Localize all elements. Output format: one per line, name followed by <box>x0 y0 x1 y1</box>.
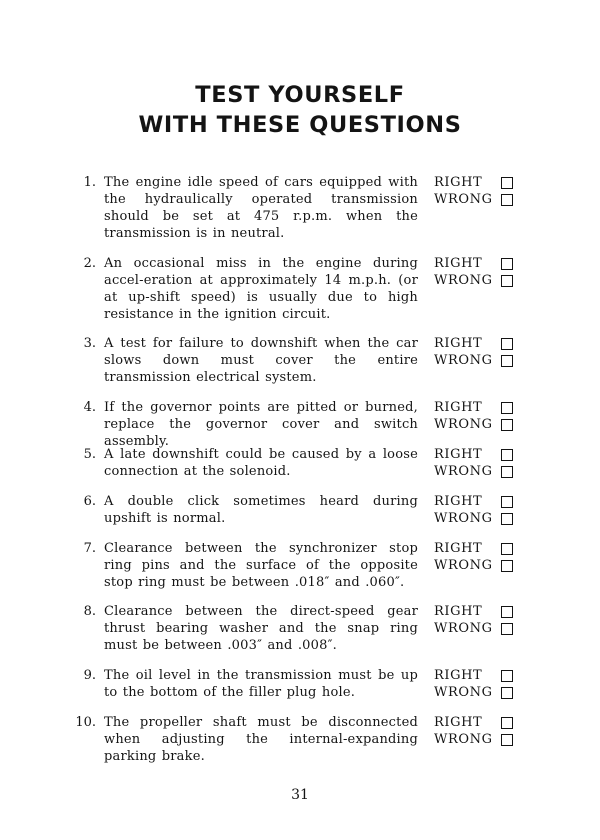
answer-options <box>434 174 534 208</box>
right-label: RIGHT <box>434 604 483 619</box>
right-checkbox[interactable] <box>501 338 513 350</box>
answer-wrong[interactable] <box>434 352 534 369</box>
wrong-label: WRONG <box>434 192 493 207</box>
answer-wrong[interactable] <box>434 510 534 527</box>
answer-options <box>434 714 534 748</box>
question-text: The propeller shaft must be disconnected when adjusting the internal-expanding parking brake. <box>104 715 418 764</box>
answer-options <box>434 667 534 701</box>
wrong-label: WRONG <box>434 685 493 700</box>
question-text: A test for failure to downshift when the car slows down must cover the entire transmission electrical system. <box>104 336 418 385</box>
wrong-label: WRONG <box>434 511 493 526</box>
question-text: A double click sometimes heard during upshift is normal. <box>104 494 418 526</box>
wrong-checkbox[interactable] <box>501 355 513 367</box>
answer-right[interactable] <box>434 493 534 510</box>
wrong-label: WRONG <box>434 353 493 368</box>
answer-wrong[interactable] <box>434 272 534 289</box>
answer-options <box>434 255 534 289</box>
answer-wrong[interactable] <box>434 463 534 480</box>
title-line-1: TEST YOURSELF <box>195 82 405 108</box>
question-number: 9. <box>83 668 96 683</box>
answer-right[interactable] <box>434 399 534 416</box>
answer-wrong[interactable] <box>434 191 534 208</box>
question-text: An occasional miss in the engine during accel-eration at approximately 14 m.p.h. (or at up-shift speed) is usually due to high resistance in the ignition circuit. <box>104 256 418 322</box>
wrong-checkbox[interactable] <box>501 419 513 431</box>
question-number: 10. <box>75 715 96 730</box>
answer-right[interactable] <box>434 714 534 731</box>
right-checkbox[interactable] <box>501 402 513 414</box>
wrong-label: WRONG <box>434 732 493 747</box>
wrong-checkbox[interactable] <box>501 623 513 635</box>
wrong-label: WRONG <box>434 464 493 479</box>
right-label: RIGHT <box>434 494 483 509</box>
answer-right[interactable] <box>434 446 534 463</box>
right-checkbox[interactable] <box>501 258 513 270</box>
question-text: The oil level in the transmission must be up to the bottom of the filler plug hole. <box>104 668 418 700</box>
answer-wrong[interactable] <box>434 416 534 433</box>
answer-options <box>434 446 534 480</box>
right-checkbox[interactable] <box>501 449 513 461</box>
question-text: A late downshift could be caused by a loose connection at the solenoid. <box>104 447 418 479</box>
title-line-2: WITH THESE QUESTIONS <box>138 112 462 138</box>
question-text: Clearance between the direct-speed gear thrust bearing washer and the snap ring must be between .003″ and .008″. <box>104 604 418 653</box>
wrong-checkbox[interactable] <box>501 194 513 206</box>
question-number: 8. <box>83 604 96 619</box>
wrong-checkbox[interactable] <box>501 513 513 525</box>
answer-options <box>434 603 534 637</box>
page-number: 31 <box>291 787 309 803</box>
question-number: 6. <box>83 494 96 509</box>
right-label: RIGHT <box>434 447 483 462</box>
wrong-label: WRONG <box>434 558 493 573</box>
question-number: 2. <box>83 256 96 271</box>
question-number: 7. <box>83 541 96 556</box>
right-label: RIGHT <box>434 668 483 683</box>
right-checkbox[interactable] <box>501 670 513 682</box>
answer-right[interactable] <box>434 335 534 352</box>
wrong-checkbox[interactable] <box>501 560 513 572</box>
answer-right[interactable] <box>434 540 534 557</box>
answer-wrong[interactable] <box>434 684 534 701</box>
question-text: Clearance between the synchronizer stop ring pins and the surface of the opposite stop ring must be between .018″ and .060″. <box>104 541 418 590</box>
wrong-label: WRONG <box>434 621 493 636</box>
right-checkbox[interactable] <box>501 717 513 729</box>
answer-wrong[interactable] <box>434 731 534 748</box>
answer-options <box>434 335 534 369</box>
answer-wrong[interactable] <box>434 620 534 637</box>
wrong-checkbox[interactable] <box>501 275 513 287</box>
answer-right[interactable] <box>434 667 534 684</box>
answer-right[interactable] <box>434 174 534 191</box>
answer-wrong[interactable] <box>434 557 534 574</box>
question-text: The engine idle speed of cars equipped with the hydraulically operated transmission should be set at 475 r.p.m. when the transmission is in neutral. <box>104 175 418 241</box>
answer-options <box>434 493 534 527</box>
right-label: RIGHT <box>434 400 483 415</box>
right-checkbox[interactable] <box>501 606 513 618</box>
wrong-label: WRONG <box>434 417 493 432</box>
right-label: RIGHT <box>434 715 483 730</box>
right-label: RIGHT <box>434 256 483 271</box>
answer-right[interactable] <box>434 603 534 620</box>
question-text: If the governor points are pitted or burned, replace the governor cover and switch assembly. <box>104 400 418 449</box>
right-checkbox[interactable] <box>501 177 513 189</box>
answer-options <box>434 540 534 574</box>
right-checkbox[interactable] <box>501 496 513 508</box>
question-number: 1. <box>83 175 96 190</box>
answer-options <box>434 399 534 433</box>
right-label: RIGHT <box>434 541 483 556</box>
wrong-checkbox[interactable] <box>501 466 513 478</box>
question-number: 4. <box>83 400 96 415</box>
wrong-label: WRONG <box>434 273 493 288</box>
question-number: 5. <box>83 447 96 462</box>
answer-right[interactable] <box>434 255 534 272</box>
wrong-checkbox[interactable] <box>501 734 513 746</box>
right-checkbox[interactable] <box>501 543 513 555</box>
right-label: RIGHT <box>434 175 483 190</box>
question-number: 3. <box>83 336 96 351</box>
wrong-checkbox[interactable] <box>501 687 513 699</box>
right-label: RIGHT <box>434 336 483 351</box>
